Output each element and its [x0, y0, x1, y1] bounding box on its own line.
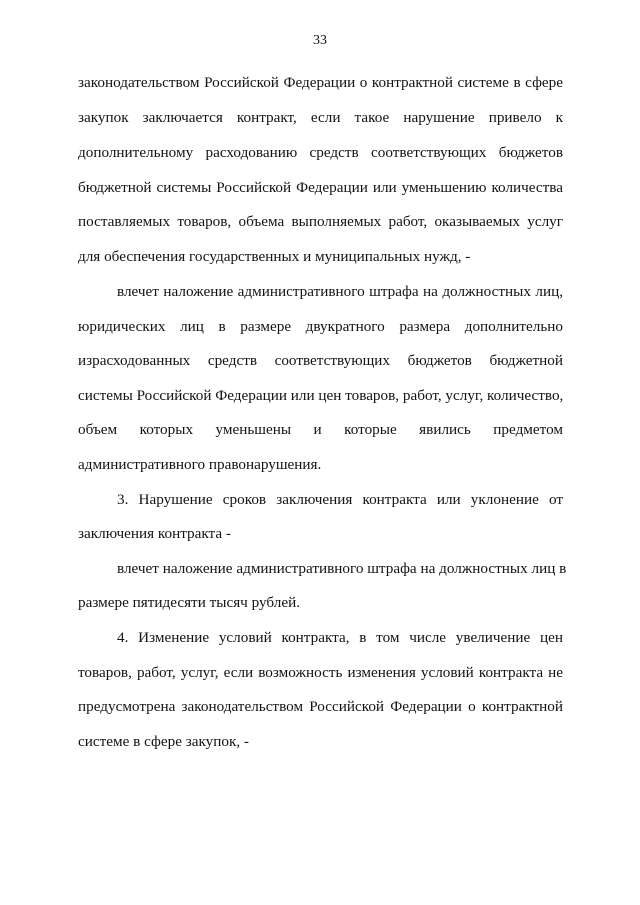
text-line: 3. Нарушение сроков заключения контракта или уклонение от [117, 491, 563, 508]
text-line: заключения контракта - [78, 525, 231, 542]
text-line: закупок заключается контракт, если такое нарушение привело к [78, 109, 563, 126]
text-line: объем которых уменьшены и которые явились предметом [78, 421, 563, 438]
text-line: системы Российской Федерации или цен товаров, работ, услуг, количество, [78, 387, 564, 404]
text-line: системе в сфере закупок, - [78, 733, 249, 750]
text-line: размере пятидесяти тысяч рублей. [78, 594, 300, 611]
page-number: 33 [313, 33, 327, 48]
text-line: административного правонарушения. [78, 456, 322, 473]
text-line: израсходованных средств соответствующих бюджетов бюджетной [78, 352, 563, 369]
text-line: юридических лиц в размере двукратного размера дополнительно [78, 318, 563, 335]
text-line: предусмотрена законодательством Российской Федерации о контрактной [78, 698, 563, 715]
text-line: дополнительному расходованию средств соответствующих бюджетов [78, 144, 563, 161]
text-line: 4. Изменение условий контракта, в том числе увеличение цен [117, 629, 563, 646]
text-line: влечет наложение административного штрафа на должностных лиц в [117, 560, 567, 577]
text-line: поставляемых товаров, объема выполняемых работ, оказываемых услуг [78, 213, 563, 230]
text-line: товаров, работ, услуг, если возможность изменения условий контракта не [78, 664, 563, 681]
text-line: законодательством Российской Федерации о контрактной системе в сфере [78, 74, 563, 91]
text-line: для обеспечения государственных и муниципальных нужд, - [78, 248, 471, 265]
text-line: влечет наложение административного штрафа на должностных лиц, [117, 283, 563, 300]
text-line: бюджетной системы Российской Федерации или уменьшению количества [78, 179, 563, 196]
